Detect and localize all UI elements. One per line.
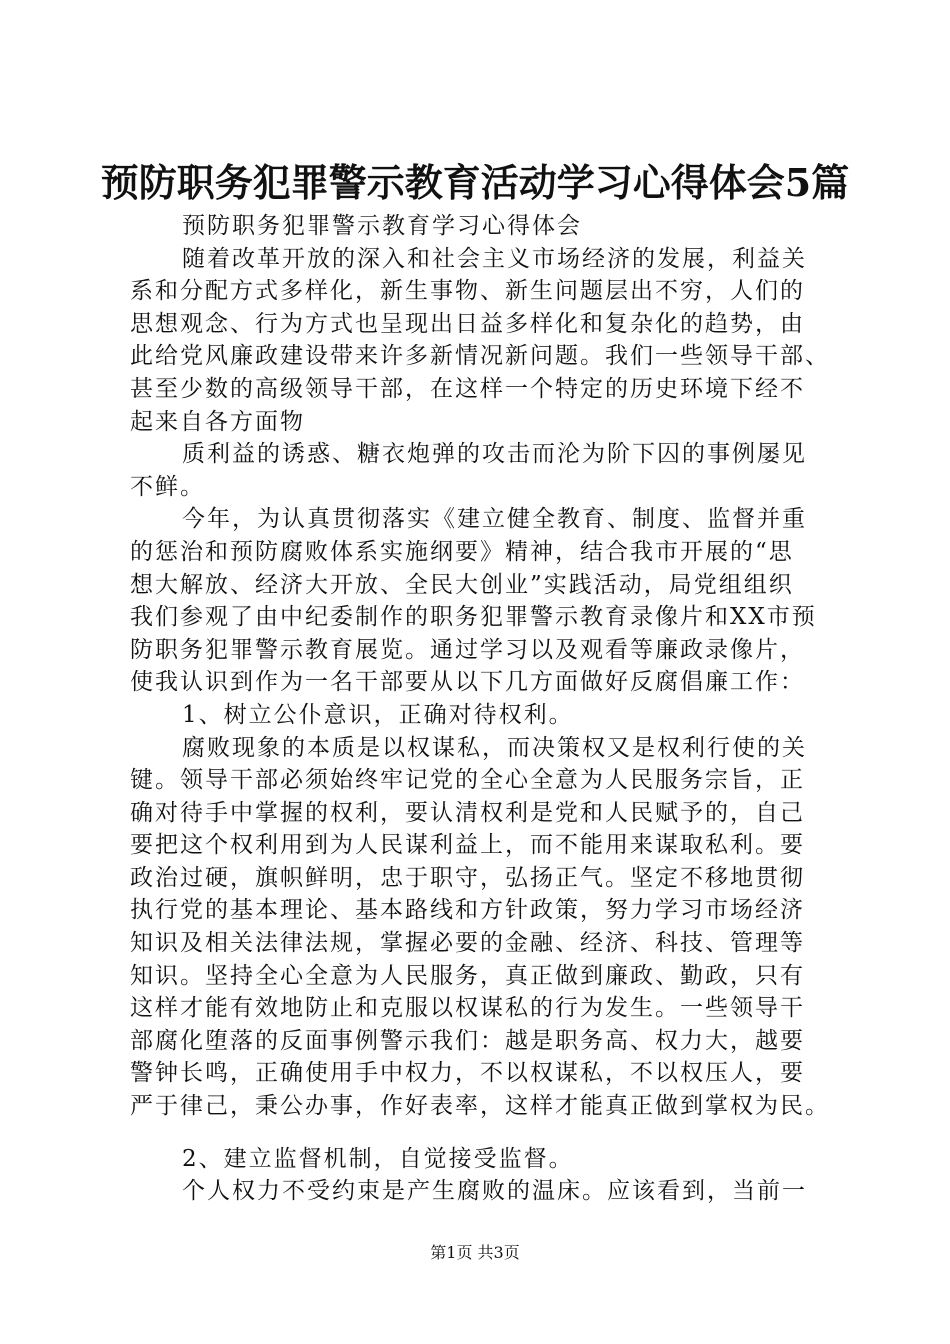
paragraph-line: 系和分配方式多样化，新生事物、新生问题层出不穷，人们的 — [130, 278, 805, 305]
paragraph-line: 知识。坚持全心全意为人民服务，真正做到廉政、勤政，只有 — [130, 962, 805, 989]
paragraph-line: 防职务犯罪警示教育展览。通过学习以及观看等廉政录像片， — [130, 636, 805, 663]
paragraph-line: 今年，为认真贯彻落实《建立健全教育、制度、监督并重 — [182, 506, 807, 533]
section-heading: 预防职务犯罪警示教育学习心得体会 — [182, 213, 582, 239]
paragraph-line: 的惩治和预防腐败体系实施纲要》精神，结合我市开展的“思 — [130, 538, 794, 565]
paragraph-line: 随着改革开放的深入和社会主义市场经济的发展，利益关 — [182, 245, 807, 272]
paragraph-line: 腐败现象的本质是以权谋私，而决策权又是权利行使的关 — [182, 734, 807, 761]
document-title: 预防职务犯罪警示教育活动学习心得体会5篇 — [100, 160, 850, 205]
page-number-footer: 第1页 共3页 — [430, 1243, 520, 1262]
paragraph-line: 质利益的诱惑、糖衣炮弹的攻击而沦为阶下囚的事例屡见 — [182, 441, 807, 468]
paragraph-line: 个人权力不受约束是产生腐败的温床。应该看到，当前一 — [182, 1178, 807, 1205]
paragraph-line: 不鲜。 — [130, 473, 205, 500]
paragraph-line: 我们参观了由中纪委制作的职务犯罪警示教育录像片和XX市预 — [130, 604, 817, 631]
paragraph-line: 政治过硬，旗帜鲜明，忠于职守，弘扬正气。坚定不移地贯彻 — [130, 864, 805, 891]
paragraph-line: 警钟长鸣，正确使用手中权力，不以权谋私，不以权压人，要 — [130, 1060, 805, 1087]
document-body — [130, 210, 830, 1208]
paragraph-line: 思想观念、行为方式也呈现出日益多样化和复杂化的趋势，由 — [130, 310, 805, 337]
paragraph-line: 甚至少数的高级领导干部，在这样一个特定的历史环境下经不 — [130, 375, 805, 402]
numbered-heading: 1、树立公仆意识，正确对待权利。 — [182, 701, 574, 728]
paragraph-line: 确对待手中掌握的权利，要认清权利是党和人民赋予的，自己 — [130, 799, 805, 826]
paragraph-line: 这样才能有效地防止和克服以权谋私的行为发生。一些领导干 — [130, 995, 805, 1022]
paragraph-line: 想大解放、经济大开放、全民大创业”实践活动，局党组组织 — [130, 571, 794, 598]
numbered-heading: 2、建立监督机制，自觉接受监督。 — [182, 1145, 574, 1172]
paragraph-line: 起来自各方面物 — [130, 408, 305, 435]
paragraph-line: 知识及相关法律法规，掌握必要的金融、经济、科技、管理等 — [130, 930, 805, 957]
paragraph-line: 执行党的基本理论、基本路线和方针政策，努力学习市场经济 — [130, 897, 805, 924]
paragraph-line: 部腐化堕落的反面事例警示我们：越是职务高、权力大，越要 — [130, 1027, 805, 1054]
paragraph-line: 严于律己，秉公办事，作好表率，这样才能真正做到掌权为民。 — [130, 1093, 830, 1120]
paragraph-line: 键。领导干部必须始终牢记党的全心全意为人民服务宗旨，正 — [130, 767, 805, 794]
paragraph-line: 此给党风廉政建设带来许多新情况新问题。我们一些领导干部、 — [130, 343, 830, 370]
paragraph-spacer — [130, 1123, 830, 1143]
paragraph-line: 使我认识到作为一名干部要从以下几方面做好反腐倡廉工作： — [130, 669, 805, 696]
paragraph-line: 要把这个权利用到为人民谋利益上，而不能用来谋取私利。要 — [130, 832, 805, 859]
